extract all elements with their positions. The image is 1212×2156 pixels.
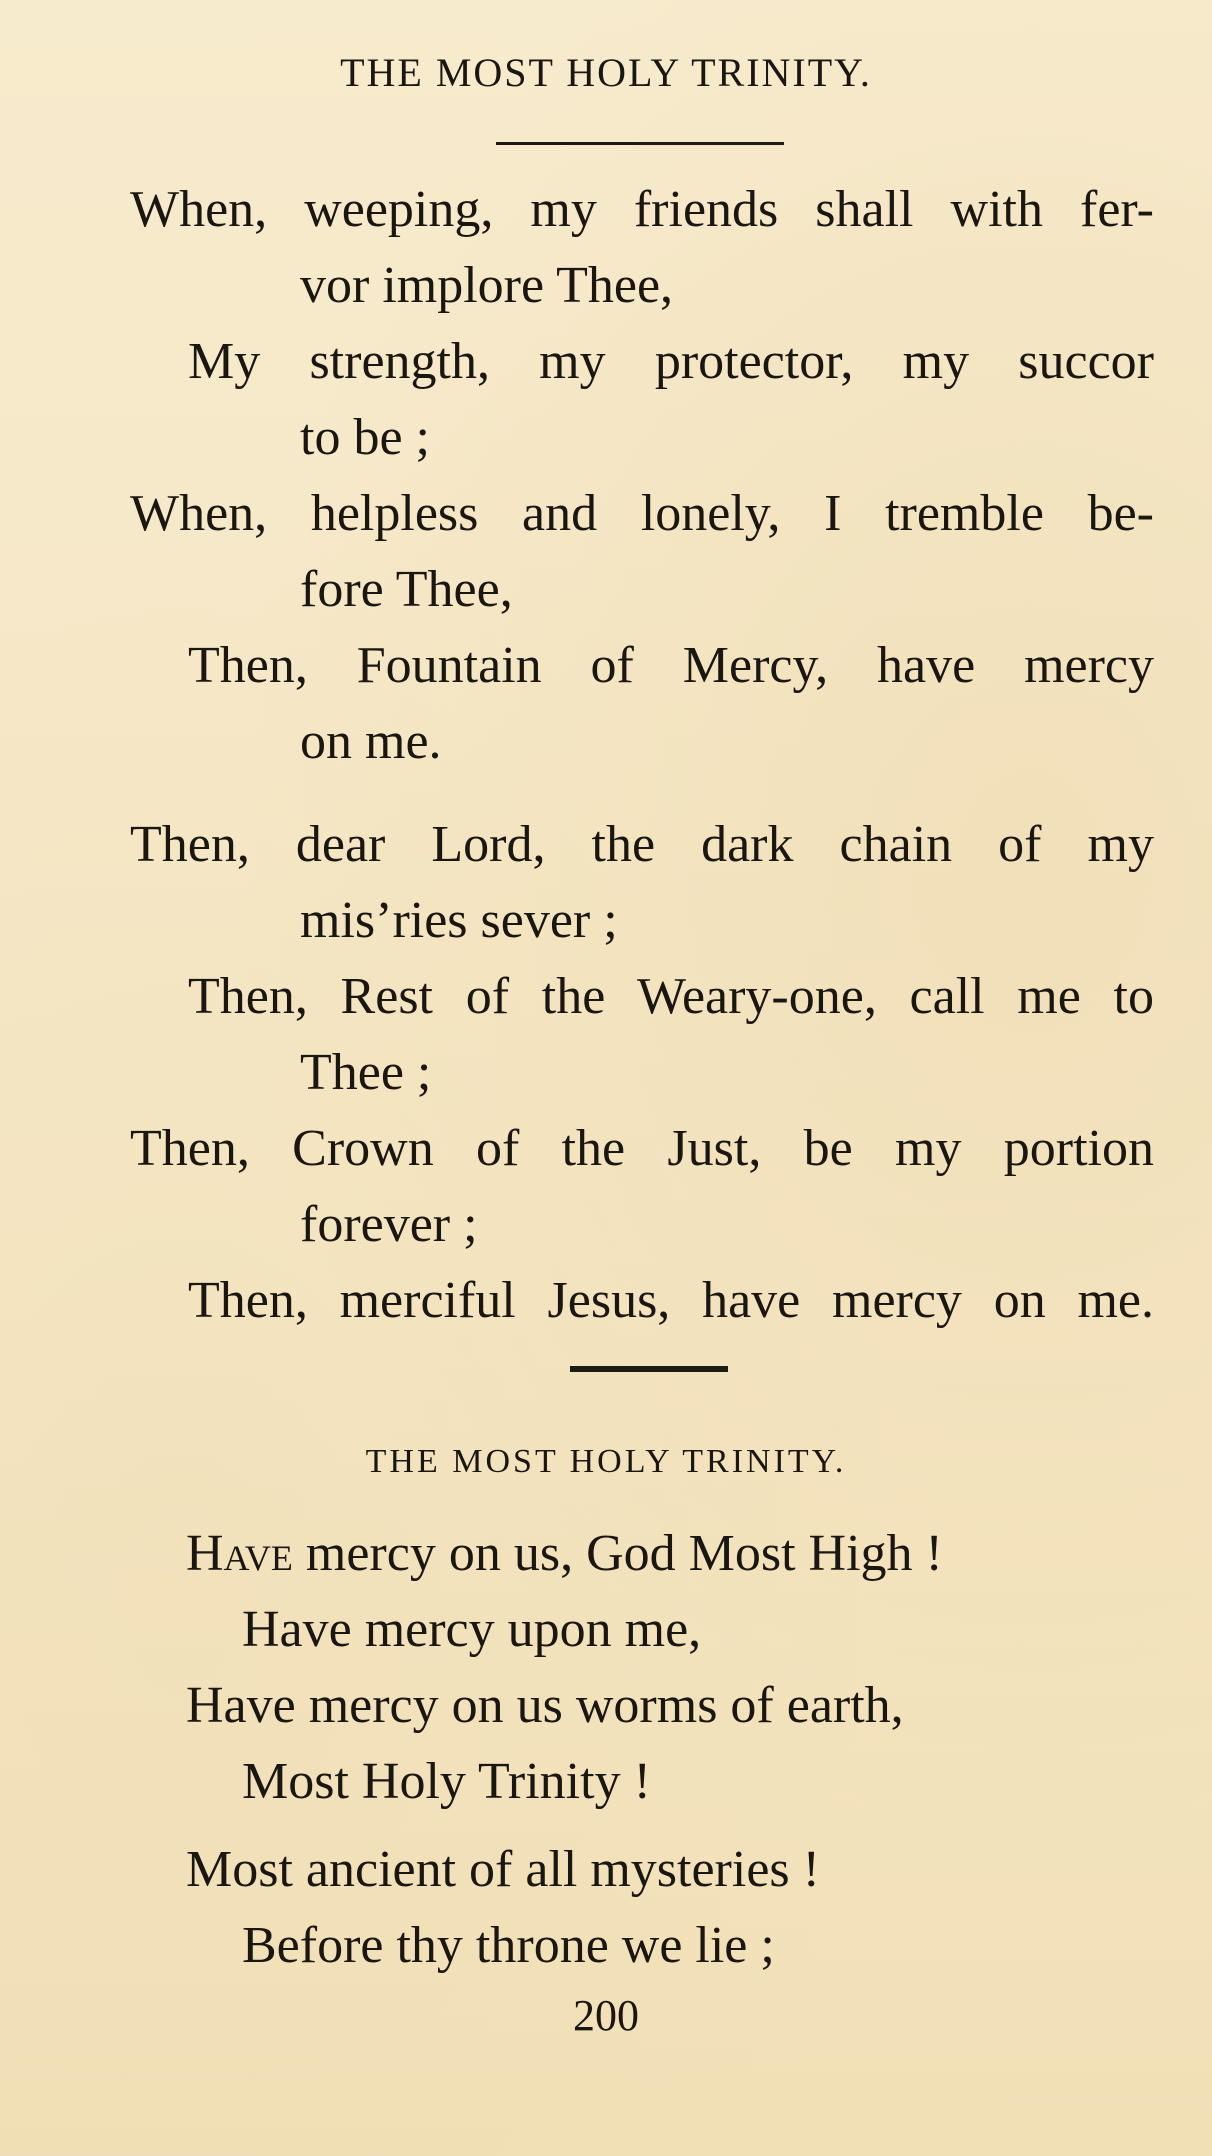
page-number: 200 — [573, 1991, 639, 2040]
hymn-line: Most Holy Trinity ! — [242, 1753, 651, 1810]
drop-word: Have — [186, 1525, 293, 1582]
verse-line: on me. — [300, 713, 442, 770]
hymn-stanza-2 — [0, 1832, 1212, 1984]
verse-line: fore Thee, — [300, 561, 513, 618]
hymn-line: Before thy throne we lie ; — [242, 1917, 775, 1974]
verse-line: vor implore Thee, — [300, 257, 674, 314]
stanza-2 — [0, 807, 1212, 1339]
verse-line: Then, merciful Jesus, have mercy on me. — [188, 1272, 1154, 1329]
verse-line: When, weeping, my friends shall with fer- — [130, 181, 1154, 238]
verse-line: mis’ries sever ; — [300, 892, 618, 949]
hymn-line: Have mercy on us worms of earth, — [186, 1677, 904, 1734]
verse-line: My strength, my protector, my succor — [188, 333, 1154, 390]
verse-line: to be ; — [300, 409, 430, 466]
hymn-line: Have mercy upon me, — [242, 1601, 702, 1658]
header-rule — [496, 142, 784, 145]
verse-line: Then, Rest of the Weary-one, call me to — [188, 968, 1154, 1025]
section-title: THE MOST HOLY TRINITY. — [365, 1443, 847, 1480]
verse-line: Then, Fountain of Mercy, have mercy — [188, 637, 1154, 694]
verse-line: Thee ; — [300, 1044, 432, 1101]
verse-line: Then, dear Lord, the dark chain of my — [130, 816, 1154, 873]
hymn-stanza-1 — [0, 1516, 1212, 1820]
verse-line: When, helpless and lonely, I tremble be- — [130, 485, 1154, 542]
verse-line: Then, Crown of the Just, be my portion — [130, 1120, 1154, 1177]
verse-line: forever ; — [300, 1196, 478, 1253]
hymn-line-rest: mercy on us, God Most High ! — [305, 1525, 943, 1582]
hymn-line — [0, 1516, 1212, 1592]
hymn-line: Most ancient of all mysteries ! — [186, 1841, 820, 1898]
section-divider — [570, 1366, 728, 1372]
running-head: THE MOST HOLY TRINITY. — [340, 50, 872, 95]
stanza-1 — [0, 172, 1212, 780]
